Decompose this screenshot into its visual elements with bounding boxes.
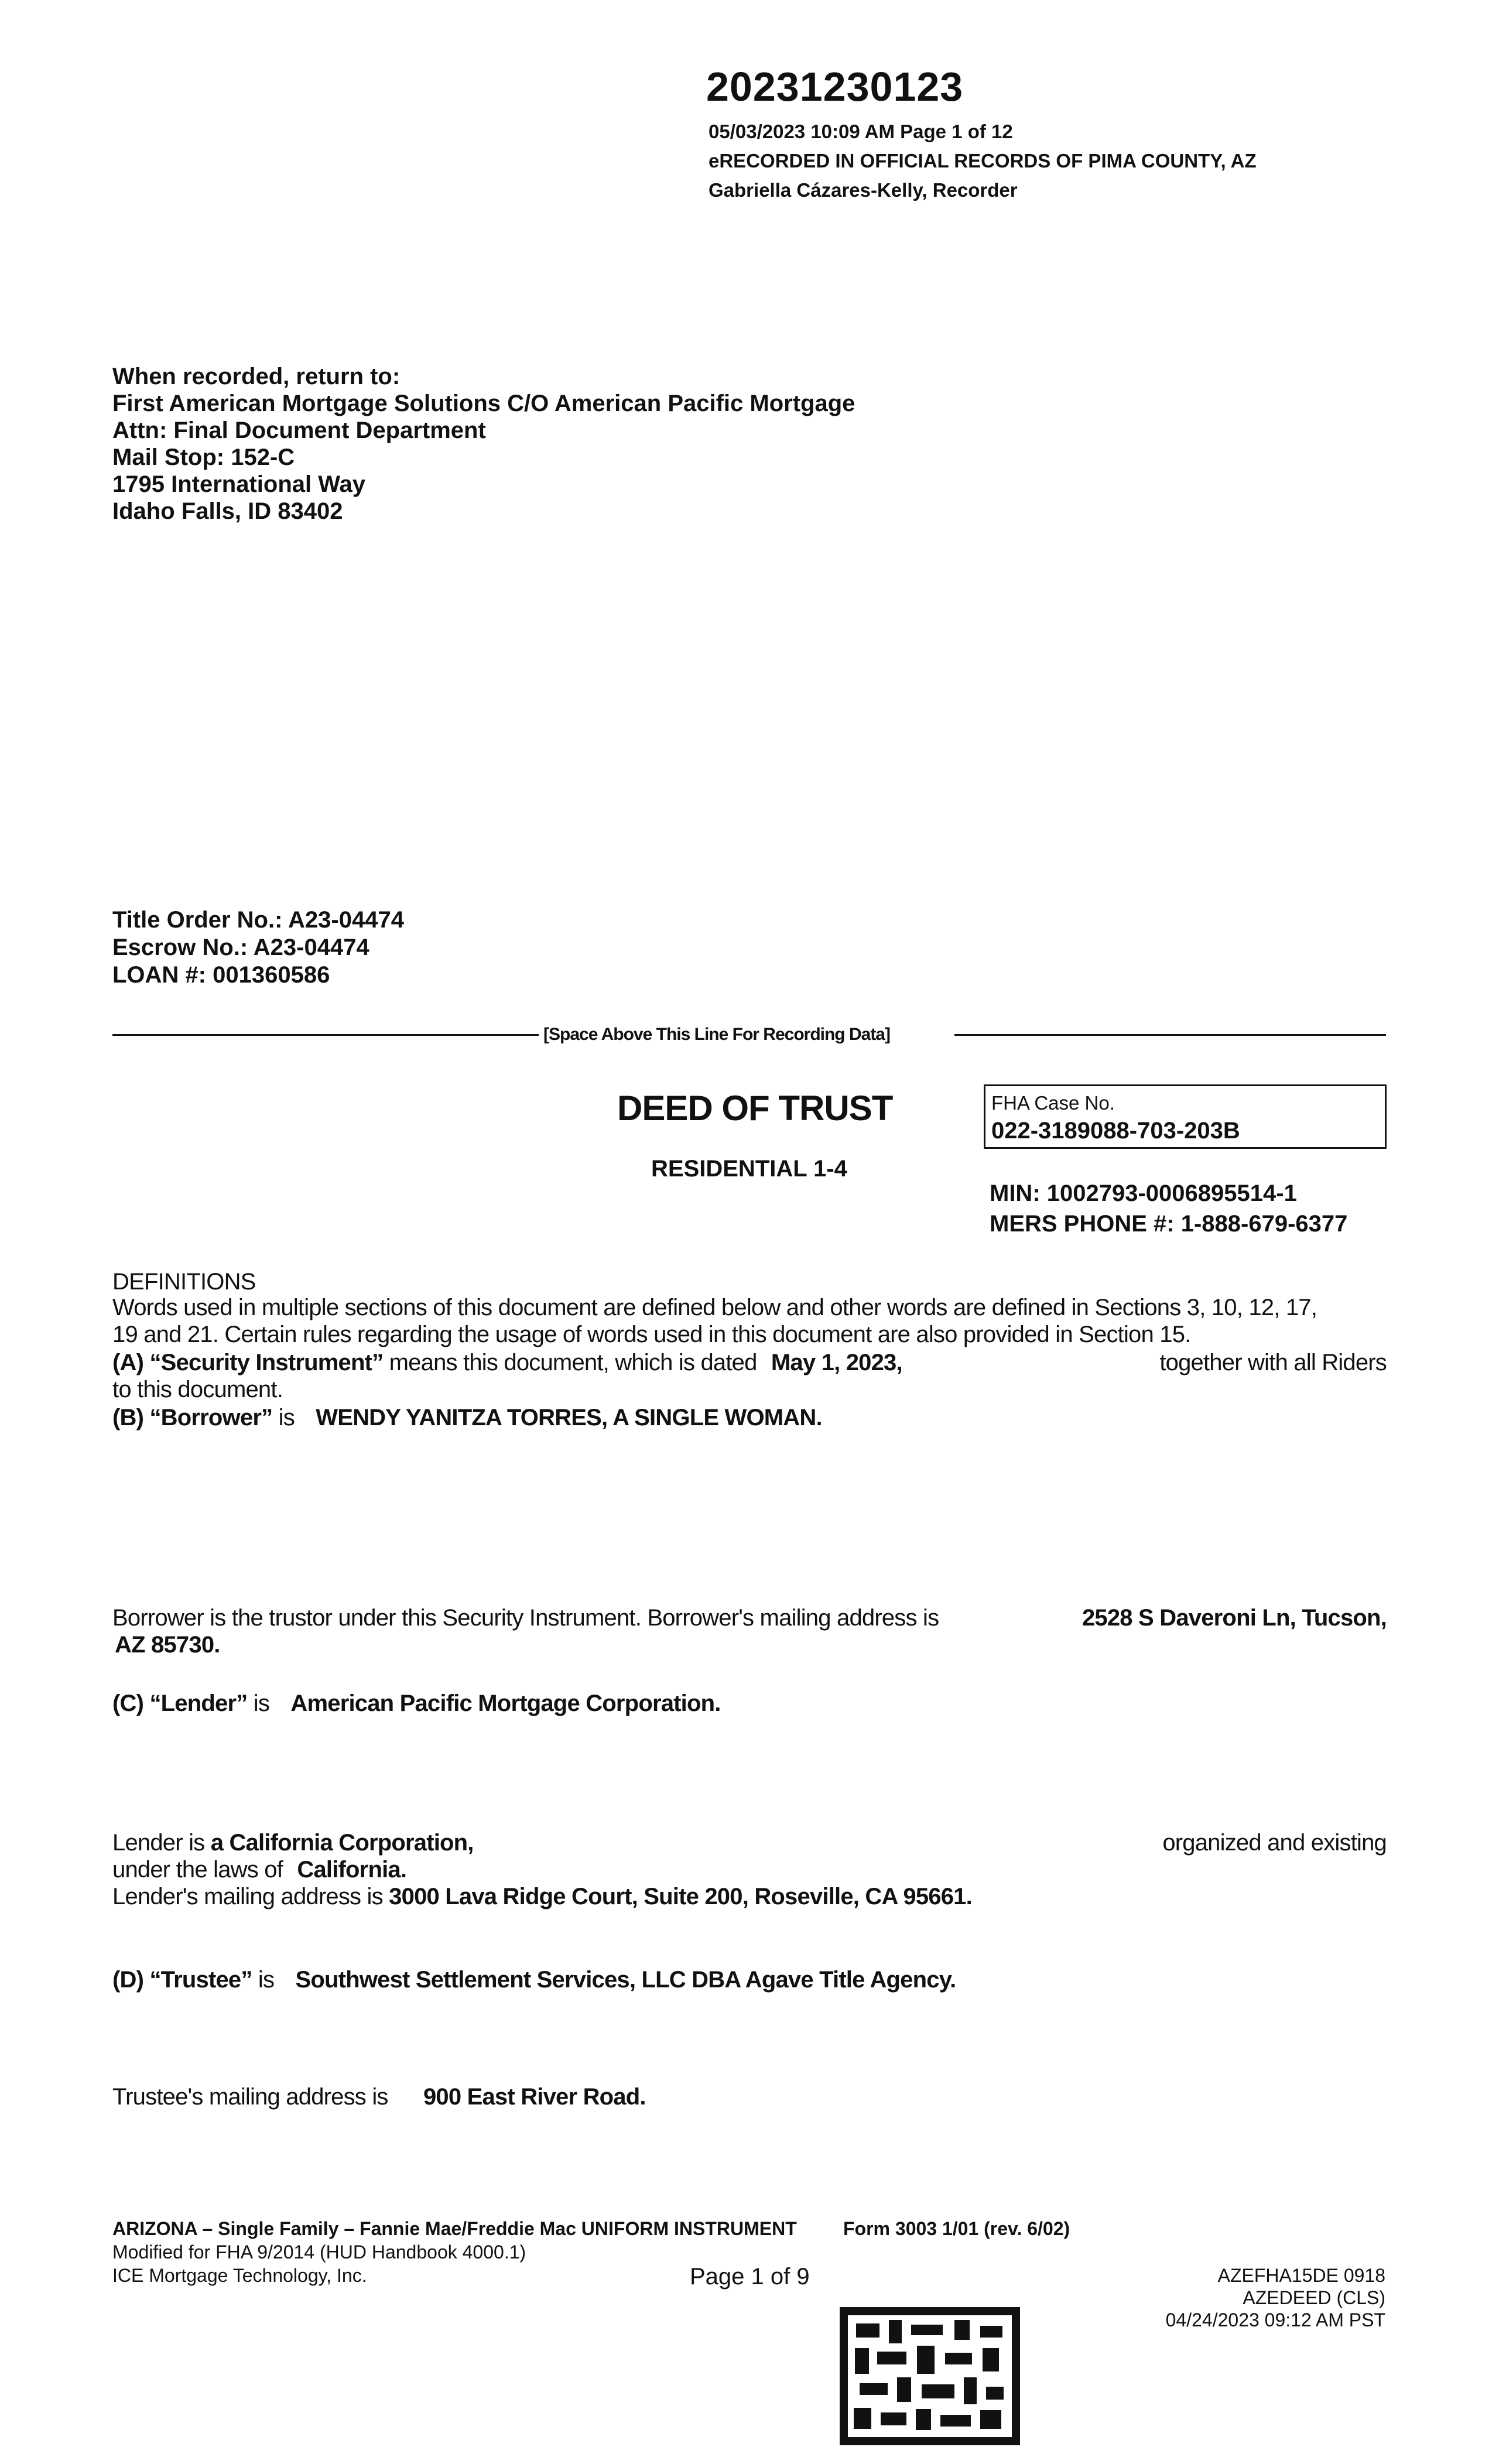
- trustee-name: Southwest Settlement Services, LLC DBA Agave Title Agency.: [295, 1967, 956, 1993]
- footer-code-2: AZEDEED (CLS): [1243, 2287, 1385, 2308]
- return-to-line: Mail Stop: 152-C: [112, 444, 295, 470]
- definition-d: [112, 1966, 1387, 1993]
- definition-a-tail: together with all Riders: [1159, 1350, 1387, 1375]
- footer-instrument: [112, 2218, 797, 2240]
- barcode-icon: [840, 2307, 1020, 2445]
- footer-code-1: AZEFHA15DE 0918: [1217, 2265, 1385, 2286]
- return-to-line: First American Mortgage Solutions C/O American Pacific Mortgage: [112, 391, 855, 416]
- definition-a-date: May 1, 2023,: [771, 1350, 902, 1375]
- return-to-block: [112, 363, 855, 525]
- definition-a-term: “Security Instrument”: [149, 1350, 384, 1375]
- definition-a-text: means this document, which is dated: [389, 1350, 757, 1375]
- definition-d-term: “Trustee”: [149, 1967, 252, 1993]
- lender-address: 3000 Lava Ridge Court, Suite 200, Roseville, CA 95661.: [389, 1884, 972, 1909]
- identifiers-block: [112, 906, 404, 989]
- title-order-number: Title Order No.: A23-04474: [112, 907, 404, 933]
- fha-case-value: 022-3189088-703-203B: [991, 1118, 1240, 1144]
- return-to-line: Idaho Falls, ID 83402: [112, 498, 343, 524]
- definition-c-is: is: [253, 1690, 270, 1716]
- document-title: DEED OF TRUST: [617, 1089, 893, 1128]
- return-to-heading: When recorded, return to:: [112, 364, 401, 389]
- fha-case-label: FHA Case No.: [991, 1092, 1115, 1114]
- footer-form-number: Form 3003 1/01 (rev. 6/02): [843, 2218, 1070, 2239]
- footer-page-number: Page 1 of 9: [690, 2264, 810, 2290]
- definition-b-tag: (B): [112, 1405, 144, 1431]
- lender-mailing-label: Lender's mailing address is: [112, 1884, 383, 1909]
- recording-number: 20231230123: [706, 64, 964, 109]
- return-to-line: 1795 International Way: [112, 471, 365, 497]
- lender-laws-line: [112, 1856, 1387, 1883]
- definition-b-term: “Borrower”: [149, 1405, 273, 1431]
- recording-data-divider: [112, 1025, 1386, 1044]
- definitions-heading: DEFINITIONS: [112, 1269, 256, 1295]
- definitions-intro-line1: Words used in multiple sections of this document are defined below and other words are defined in Sections 3, 10, 12, 17,: [112, 1295, 1317, 1320]
- definition-d-tag: (D): [112, 1967, 144, 1993]
- lender-mailing-line: [112, 1883, 1387, 1910]
- min-number: MIN: 1002793-0006895514-1: [990, 1180, 1297, 1206]
- footer-vendor: ICE Mortgage Technology, Inc.: [112, 2265, 367, 2286]
- lender-state: California.: [297, 1857, 407, 1883]
- footer-state: ARIZONA: [112, 2218, 197, 2239]
- definition-c-tag: (C): [112, 1690, 144, 1716]
- definition-a-tag: (A): [112, 1350, 144, 1375]
- recording-datetime: 05/03/2023 10:09 AM Page 1 of 12: [709, 121, 1013, 142]
- borrower-address-line1: 2528 S Daveroni Ln, Tucson,: [1082, 1605, 1387, 1631]
- borrower-trustor-text: Borrower is the trustor under this Security Instrument. Borrower's mailing address is: [112, 1605, 939, 1631]
- trustee-address: 900 East River Road.: [423, 2084, 646, 2110]
- lender-organized: organized and existing: [1162, 1830, 1387, 1856]
- recording-erecorded: eRECORDED IN OFFICIAL RECORDS OF PIMA COUNTY, AZ: [709, 150, 1257, 172]
- definitions-intro-line2: 19 and 21. Certain rules regarding the usage of words used in this document are also provided in Section 15.: [112, 1322, 1191, 1347]
- definition-d-is: is: [258, 1967, 275, 1993]
- divider-rule-left: [112, 1034, 539, 1036]
- lender-laws-label: under the laws of: [112, 1857, 283, 1883]
- lender-is-label: Lender is: [112, 1830, 205, 1856]
- footer-modified: Modified for FHA 9/2014 (HUD Handbook 4000.1): [112, 2241, 526, 2263]
- lender-name: American Pacific Mortgage Corporation.: [290, 1690, 721, 1716]
- trustee-mailing-line: [112, 2083, 1387, 2110]
- return-to-line: Attn: Final Document Department: [112, 417, 486, 443]
- definition-a-line2: to this document.: [112, 1377, 283, 1402]
- loan-number: LOAN #: 001360586: [112, 962, 330, 988]
- borrower-address-line2: AZ 85730.: [115, 1632, 220, 1658]
- lender-type: a California Corporation,: [210, 1830, 474, 1856]
- borrower-name: WENDY YANITZA TORRES, A SINGLE WOMAN.: [316, 1405, 822, 1431]
- divider-rule-right: [954, 1034, 1386, 1036]
- space-above-label: [Space Above This Line For Recording Data]: [543, 1025, 890, 1044]
- definition-c-term: “Lender”: [149, 1690, 248, 1716]
- trustee-mailing-label: Trustee's mailing address is: [112, 2084, 388, 2110]
- definition-b: [112, 1404, 1387, 1431]
- definition-b-is: is: [278, 1405, 295, 1431]
- escrow-number: Escrow No.: A23-04474: [112, 935, 369, 960]
- footer-instrument-rest: – Single Family – Fannie Mae/Freddie Mac UNIFORM INSTRUMENT: [197, 2218, 797, 2239]
- recording-recorder: Gabriella Cázares-Kelly, Recorder: [709, 179, 1018, 201]
- document-subtitle: RESIDENTIAL 1-4: [651, 1156, 847, 1182]
- mers-phone: MERS PHONE #: 1-888-679-6377: [990, 1211, 1348, 1237]
- fha-case-box: [984, 1084, 1387, 1149]
- footer-code-3: 04/24/2023 09:12 AM PST: [1165, 2309, 1385, 2330]
- definition-c: [112, 1690, 1387, 1717]
